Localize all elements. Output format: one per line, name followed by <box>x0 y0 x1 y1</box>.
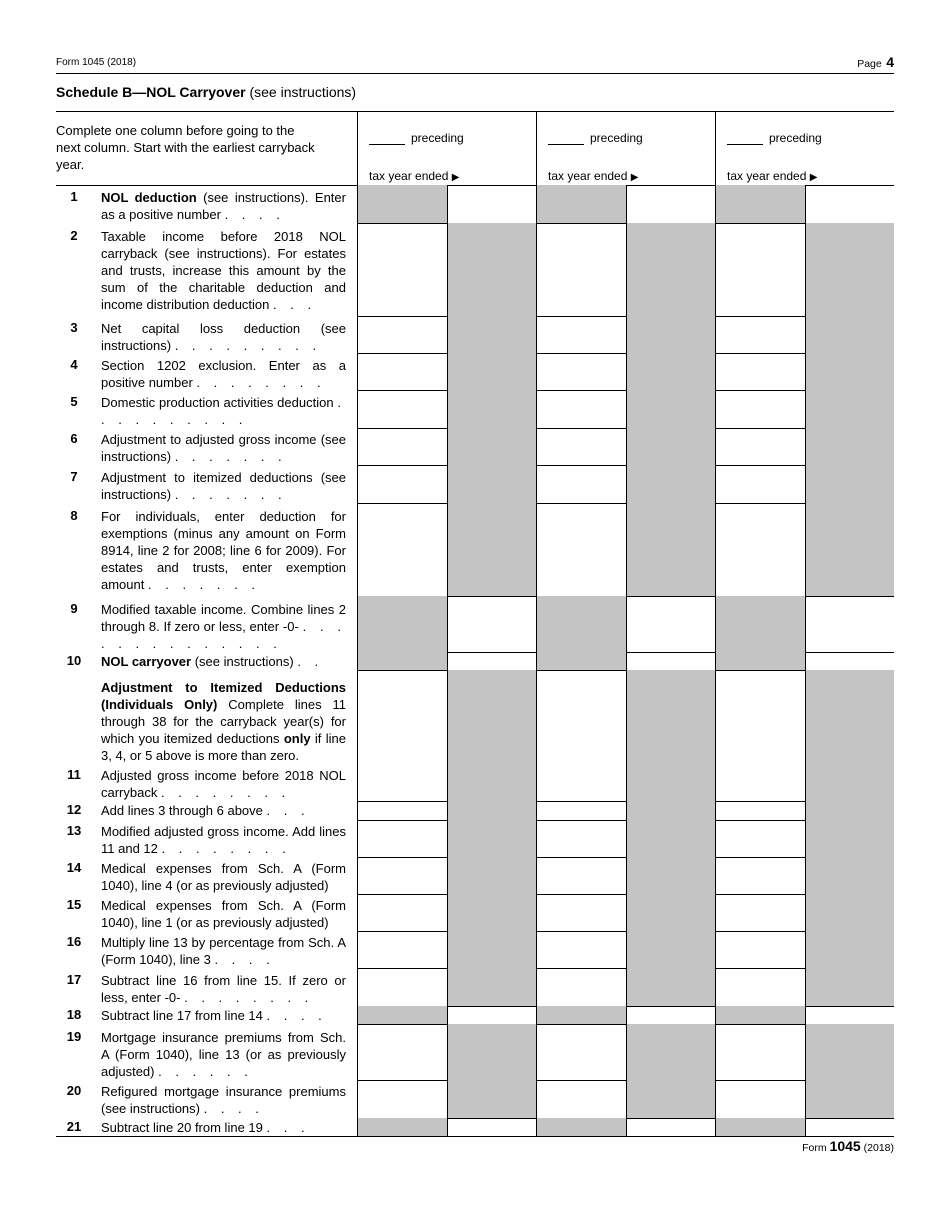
shaded-cell <box>626 1024 715 1080</box>
arrow-right-icon: ▶ <box>630 172 639 183</box>
line-17-col-1-entry[interactable] <box>357 968 447 1006</box>
line-19-col-2-entry[interactable] <box>536 1024 626 1080</box>
shaded-cell <box>447 857 536 894</box>
line-13-col-2-entry[interactable] <box>536 820 626 857</box>
shaded-cell <box>805 1024 894 1080</box>
footer-year: (2018) <box>863 1142 894 1154</box>
column-2-tax-year <box>548 169 638 183</box>
line-8-col-3-entry[interactable] <box>715 503 805 596</box>
line-18-col-3-entry[interactable] <box>805 1006 894 1024</box>
line-1-col-2-entry[interactable] <box>626 185 715 223</box>
line-14-col-2-entry[interactable] <box>536 857 626 894</box>
line-3-col-1-entry[interactable] <box>357 316 447 353</box>
line-2-desc: Taxable income before 2018 NOL carryback (see instructions). For estates and trusts, increase this amount by the sum of the charitable deduction and income distribution deduction <box>101 229 346 312</box>
shaded-cell <box>357 185 447 223</box>
leader-dots: . . . . . . . . <box>161 841 291 856</box>
line-5-number: 5 <box>70 394 78 409</box>
leader-dots: . . . . <box>203 1101 264 1116</box>
shaded-cell <box>447 968 536 1006</box>
shaded-cell <box>447 1080 536 1118</box>
line-3-col-2-entry[interactable] <box>536 316 626 353</box>
form-header-label: Form 1045 (2018) <box>56 57 137 68</box>
shaded-cell <box>805 353 894 390</box>
leader-dots: . . . . . . . . <box>160 785 291 800</box>
line-12-desc: Add lines 3 through 6 above <box>101 803 263 818</box>
line-5-col-1-entry[interactable] <box>357 390 447 428</box>
shaded-cell <box>626 894 715 931</box>
shaded-cell <box>626 931 715 968</box>
shaded-cell <box>626 801 715 820</box>
leader-dots: . . <box>297 654 324 669</box>
page-indicator <box>857 54 894 72</box>
arrow-right-icon: ▶ <box>809 172 818 183</box>
line-20-text <box>101 1083 346 1117</box>
line-8-text <box>101 508 346 593</box>
line-10-col-1-entry[interactable] <box>447 652 536 670</box>
line-11-number: 11 <box>67 767 81 782</box>
line-7-col-1-entry[interactable] <box>357 465 447 503</box>
shaded-cell <box>626 503 715 596</box>
shaded-cell <box>715 185 805 223</box>
line-20-col-1-entry[interactable] <box>357 1080 447 1118</box>
shaded-cell <box>447 801 536 820</box>
leader-dots: . . . <box>266 1120 310 1135</box>
line-13-col-3-entry[interactable] <box>715 820 805 857</box>
line-11-desc: Adjusted gross income before 2018 NOL carryback <box>101 768 346 800</box>
line-11-col-1-entry[interactable] <box>357 670 447 801</box>
line-16-text <box>101 934 346 968</box>
leader-dots: . . . . . . . <box>148 577 260 592</box>
line-21-col-3-entry[interactable] <box>805 1118 894 1136</box>
line-9-col-2-entry[interactable] <box>626 596 715 652</box>
line-9-text <box>101 601 346 652</box>
line-4-desc: Section 1202 exclusion. Enter as a positive number <box>101 358 346 390</box>
line-6-desc: Adjustment to adjusted gross income (see instructions) <box>101 432 346 464</box>
leader-dots: . . . . . . . . . . . . . . <box>101 619 346 651</box>
column-3-tax-year <box>727 169 817 183</box>
column-1-preceding <box>369 131 464 145</box>
line-17-text <box>101 972 346 1006</box>
shaded-cell <box>447 353 536 390</box>
line-13-desc: Modified adjusted gross income. Add lines 11 and 12 <box>101 824 346 856</box>
column-3-tax-year-label: tax year ended <box>727 169 807 183</box>
line-18-text <box>101 1007 346 1024</box>
line-17-desc: Subtract line 16 from line 15. If zero or less, enter -0- <box>101 973 346 1005</box>
shaded-cell <box>536 185 626 223</box>
shaded-cell <box>805 670 894 801</box>
line-10-col-3-entry[interactable] <box>805 652 894 670</box>
line-2-col-3-entry[interactable] <box>715 223 805 316</box>
shaded-cell <box>357 1006 447 1024</box>
line-20-col-3-entry[interactable] <box>715 1080 805 1118</box>
line-6-col-2-entry[interactable] <box>536 428 626 465</box>
line-8-desc: For individuals, enter deduction for exemptions (minus any amount on Form 8914, line 2 for 2008; line 6 for 2009). For estates and trusts, enter exemption amount <box>101 509 346 592</box>
shaded-cell <box>447 465 536 503</box>
schedule-title-bold: Schedule B—NOL Carryover <box>56 84 246 100</box>
line-16-desc: Multiply line 13 by percentage from Sch. A (Form 1040), line 3 <box>101 935 346 967</box>
line-3-col-3-entry[interactable] <box>715 316 805 353</box>
line-7-desc: Adjustment to itemized deductions (see instructions) <box>101 470 346 502</box>
line-19-number: 19 <box>66 1029 82 1044</box>
shaded-cell <box>715 596 805 652</box>
line-12-col-2-entry[interactable] <box>536 801 626 820</box>
leader-dots: . . . <box>266 803 310 818</box>
line-1-col-1-entry[interactable] <box>447 185 536 223</box>
line-9-number: 9 <box>70 601 78 616</box>
shaded-cell <box>805 820 894 857</box>
shaded-cell <box>805 968 894 1006</box>
line-21-text <box>101 1119 346 1136</box>
line-13-col-1-entry[interactable] <box>357 820 447 857</box>
line-14-desc: Medical expenses from Sch. A (Form 1040), line 4 (or as previously adjusted) <box>101 861 346 893</box>
line-16-number: 16 <box>66 934 82 949</box>
shaded-cell <box>536 652 626 670</box>
line-9-col-3-entry[interactable] <box>805 596 894 652</box>
line-7-number: 7 <box>70 469 78 484</box>
shaded-cell <box>805 1080 894 1118</box>
shaded-cell <box>447 316 536 353</box>
line-13-text <box>101 823 346 857</box>
line-21-col-1-entry[interactable] <box>447 1118 536 1136</box>
shaded-cell <box>626 223 715 316</box>
line-1-col-3-entry[interactable] <box>805 185 894 223</box>
line-16-col-1-entry[interactable] <box>357 931 447 968</box>
line-3-desc: Net capital loss deduction (see instructions) <box>101 321 346 353</box>
form-footer <box>802 1138 894 1154</box>
shaded-cell <box>715 652 805 670</box>
line-4-col-3-entry[interactable] <box>715 353 805 390</box>
shaded-cell <box>447 820 536 857</box>
line-17-number: 17 <box>66 972 82 987</box>
shaded-cell <box>715 1006 805 1024</box>
shaded-cell <box>805 390 894 428</box>
line-16-col-2-entry[interactable] <box>536 931 626 968</box>
adjustment-text-1: Complete lines 11 through 38 for the carryback year(s) for which you itemized deductions <box>101 697 346 746</box>
line-1-number: 1 <box>70 189 78 204</box>
shaded-cell <box>447 1024 536 1080</box>
shaded-cell <box>805 801 894 820</box>
page-label: Page <box>857 58 882 70</box>
shaded-cell <box>805 465 894 503</box>
leader-dots: . . . . . . . <box>174 487 287 502</box>
shaded-cell <box>357 652 447 670</box>
shaded-cell <box>715 1118 805 1136</box>
shaded-cell <box>447 670 536 801</box>
line-7-col-2-entry[interactable] <box>536 465 626 503</box>
line-12-text <box>101 802 346 819</box>
footer-form-word: Form <box>802 1142 827 1154</box>
shaded-cell <box>805 931 894 968</box>
line-8-number: 8 <box>70 508 78 523</box>
line-9-desc: Modified taxable income. Combine lines 2 through 8. If zero or less, enter -0- <box>101 602 346 634</box>
line-12-col-3-entry[interactable] <box>715 801 805 820</box>
line-11-col-3-entry[interactable] <box>715 670 805 801</box>
line-15-col-1-entry[interactable] <box>357 894 447 931</box>
shaded-cell <box>447 894 536 931</box>
leader-dots: . . . . . . <box>158 1064 253 1079</box>
shaded-cell <box>626 465 715 503</box>
line-12-col-1-entry[interactable] <box>357 801 447 820</box>
shaded-cell <box>447 931 536 968</box>
line-20-desc: Refigured mortgage insurance premiums (see instructions) <box>101 1084 346 1116</box>
shaded-cell <box>805 223 894 316</box>
adjustment-intro <box>101 679 346 764</box>
leader-dots: . . . . . . . . <box>184 990 314 1005</box>
line-4-number: 4 <box>70 357 78 372</box>
shaded-cell <box>626 820 715 857</box>
shaded-cell <box>805 503 894 596</box>
shaded-cell <box>447 223 536 316</box>
shaded-cell <box>805 894 894 931</box>
line-5-desc: Domestic production activities deduction <box>101 395 334 410</box>
line-18-desc: Subtract line 17 from line 14 <box>101 1008 263 1023</box>
column-3-preceding-label: preceding <box>769 131 822 145</box>
shaded-cell <box>536 596 626 652</box>
line-4-col-2-entry[interactable] <box>536 353 626 390</box>
line-14-col-1-entry[interactable] <box>357 857 447 894</box>
line-15-number: 15 <box>66 897 82 912</box>
line-7-col-3-entry[interactable] <box>715 465 805 503</box>
line-6-col-3-entry[interactable] <box>715 428 805 465</box>
line-21-desc: Subtract line 20 from line 19 <box>101 1120 263 1135</box>
leader-dots: . . . . <box>266 1008 327 1023</box>
line-4-col-1-entry[interactable] <box>357 353 447 390</box>
line-3-number: 3 <box>70 320 78 335</box>
column-1-preceding-label: preceding <box>411 131 464 145</box>
line-10-text <box>101 653 346 670</box>
line-15-text <box>101 897 346 931</box>
shaded-cell <box>447 428 536 465</box>
shaded-cell <box>626 353 715 390</box>
leader-dots: . . . . . . . <box>174 449 287 464</box>
line-6-number: 6 <box>70 431 78 446</box>
line-16-col-3-entry[interactable] <box>715 931 805 968</box>
line-19-col-3-entry[interactable] <box>715 1024 805 1080</box>
column-1-tax-year-label: tax year ended <box>369 169 449 183</box>
line-19-text <box>101 1029 346 1080</box>
line-1-bold: NOL deduction <box>101 190 197 205</box>
shaded-cell <box>626 390 715 428</box>
column-1-tax-year <box>369 169 459 183</box>
schedule-intro: Complete one column before going to the next column. Start with the earliest carryback year. <box>56 123 315 172</box>
line-18-col-1-entry[interactable] <box>447 1006 536 1024</box>
line-14-text <box>101 860 346 894</box>
line-5-text <box>101 394 346 428</box>
line-17-col-3-entry[interactable] <box>715 968 805 1006</box>
line-12-number: 12 <box>66 802 82 817</box>
line-8-col-1-entry[interactable] <box>357 503 447 596</box>
line-5-col-3-entry[interactable] <box>715 390 805 428</box>
line-14-number: 14 <box>66 860 82 875</box>
line-21-number: 21 <box>66 1119 82 1134</box>
adjustment-only: only <box>283 731 311 746</box>
shaded-cell <box>805 316 894 353</box>
line-10-number: 10 <box>66 653 82 668</box>
line-1-text <box>101 189 346 223</box>
footer-form-number: 1045 <box>829 1138 861 1154</box>
line-14-col-3-entry[interactable] <box>715 857 805 894</box>
shaded-cell <box>536 1118 626 1136</box>
shaded-cell <box>626 428 715 465</box>
shaded-cell <box>626 316 715 353</box>
leader-dots: . . . . . . . . . . <box>101 395 346 427</box>
line-20-number: 20 <box>66 1083 82 1098</box>
adjustment-heading: Adjustment to Itemized Deductions (Individuals Only) <box>101 680 346 712</box>
line-5-col-2-entry[interactable] <box>536 390 626 428</box>
schedule-title <box>56 84 356 100</box>
shaded-cell <box>626 1080 715 1118</box>
line-1-desc: (see instructions). Enter as a positive number <box>101 190 346 222</box>
line-2-number: 2 <box>70 228 78 243</box>
shaded-cell <box>357 596 447 652</box>
line-13-number: 13 <box>66 823 82 838</box>
leader-dots: . . . . <box>224 207 285 222</box>
line-21-col-2-entry[interactable] <box>626 1118 715 1136</box>
line-10-bold: NOL carryover <box>101 654 192 669</box>
leader-dots: . . . . . . . . . <box>174 338 322 353</box>
leader-dots: . . . . <box>214 952 275 967</box>
line-9-col-1-entry[interactable] <box>447 596 536 652</box>
line-6-text <box>101 431 346 465</box>
line-6-col-1-entry[interactable] <box>357 428 447 465</box>
shaded-cell <box>447 503 536 596</box>
shaded-cell <box>805 857 894 894</box>
shaded-cell <box>805 428 894 465</box>
line-4-text <box>101 357 346 391</box>
column-3-preceding <box>727 131 822 145</box>
line-3-text <box>101 320 346 354</box>
leader-dots: . . . <box>273 297 317 312</box>
line-15-col-3-entry[interactable] <box>715 894 805 931</box>
page-number: 4 <box>886 54 894 70</box>
column-2-preceding-label: preceding <box>590 131 643 145</box>
line-2-col-1-entry[interactable] <box>357 223 447 316</box>
shaded-cell <box>447 390 536 428</box>
line-10-col-2-entry[interactable] <box>626 652 715 670</box>
arrow-right-icon: ▶ <box>451 172 460 183</box>
shaded-cell <box>626 968 715 1006</box>
line-2-col-2-entry[interactable] <box>536 223 626 316</box>
column-2-tax-year-label: tax year ended <box>548 169 628 183</box>
line-20-col-2-entry[interactable] <box>536 1080 626 1118</box>
line-2-text <box>101 228 346 313</box>
column-2-preceding <box>548 131 643 145</box>
line-15-col-2-entry[interactable] <box>536 894 626 931</box>
schedule-title-rest: (see instructions) <box>249 84 357 100</box>
line-18-number: 18 <box>66 1007 82 1022</box>
line-19-desc: Mortgage insurance premiums from Sch. A (Form 1040), line 13 (or as previously adjusted) <box>101 1030 346 1079</box>
shaded-cell <box>626 857 715 894</box>
line-10-desc: (see instructions) <box>194 654 294 669</box>
adjustment-text-2: if line 3, 4, or 5 above is more than zero. <box>101 731 346 763</box>
line-19-col-1-entry[interactable] <box>357 1024 447 1080</box>
shaded-cell <box>357 1118 447 1136</box>
leader-dots: . . . . . . . . <box>196 375 326 390</box>
line-8-col-2-entry[interactable] <box>536 503 626 596</box>
line-11-col-2-entry[interactable] <box>536 670 626 801</box>
line-18-col-2-entry[interactable] <box>626 1006 715 1024</box>
line-17-col-2-entry[interactable] <box>536 968 626 1006</box>
shaded-cell <box>626 670 715 801</box>
line-7-text <box>101 469 346 503</box>
line-11-text <box>101 767 346 801</box>
shaded-cell <box>536 1006 626 1024</box>
line-15-desc: Medical expenses from Sch. A (Form 1040), line 1 (or as previously adjusted) <box>101 898 346 930</box>
